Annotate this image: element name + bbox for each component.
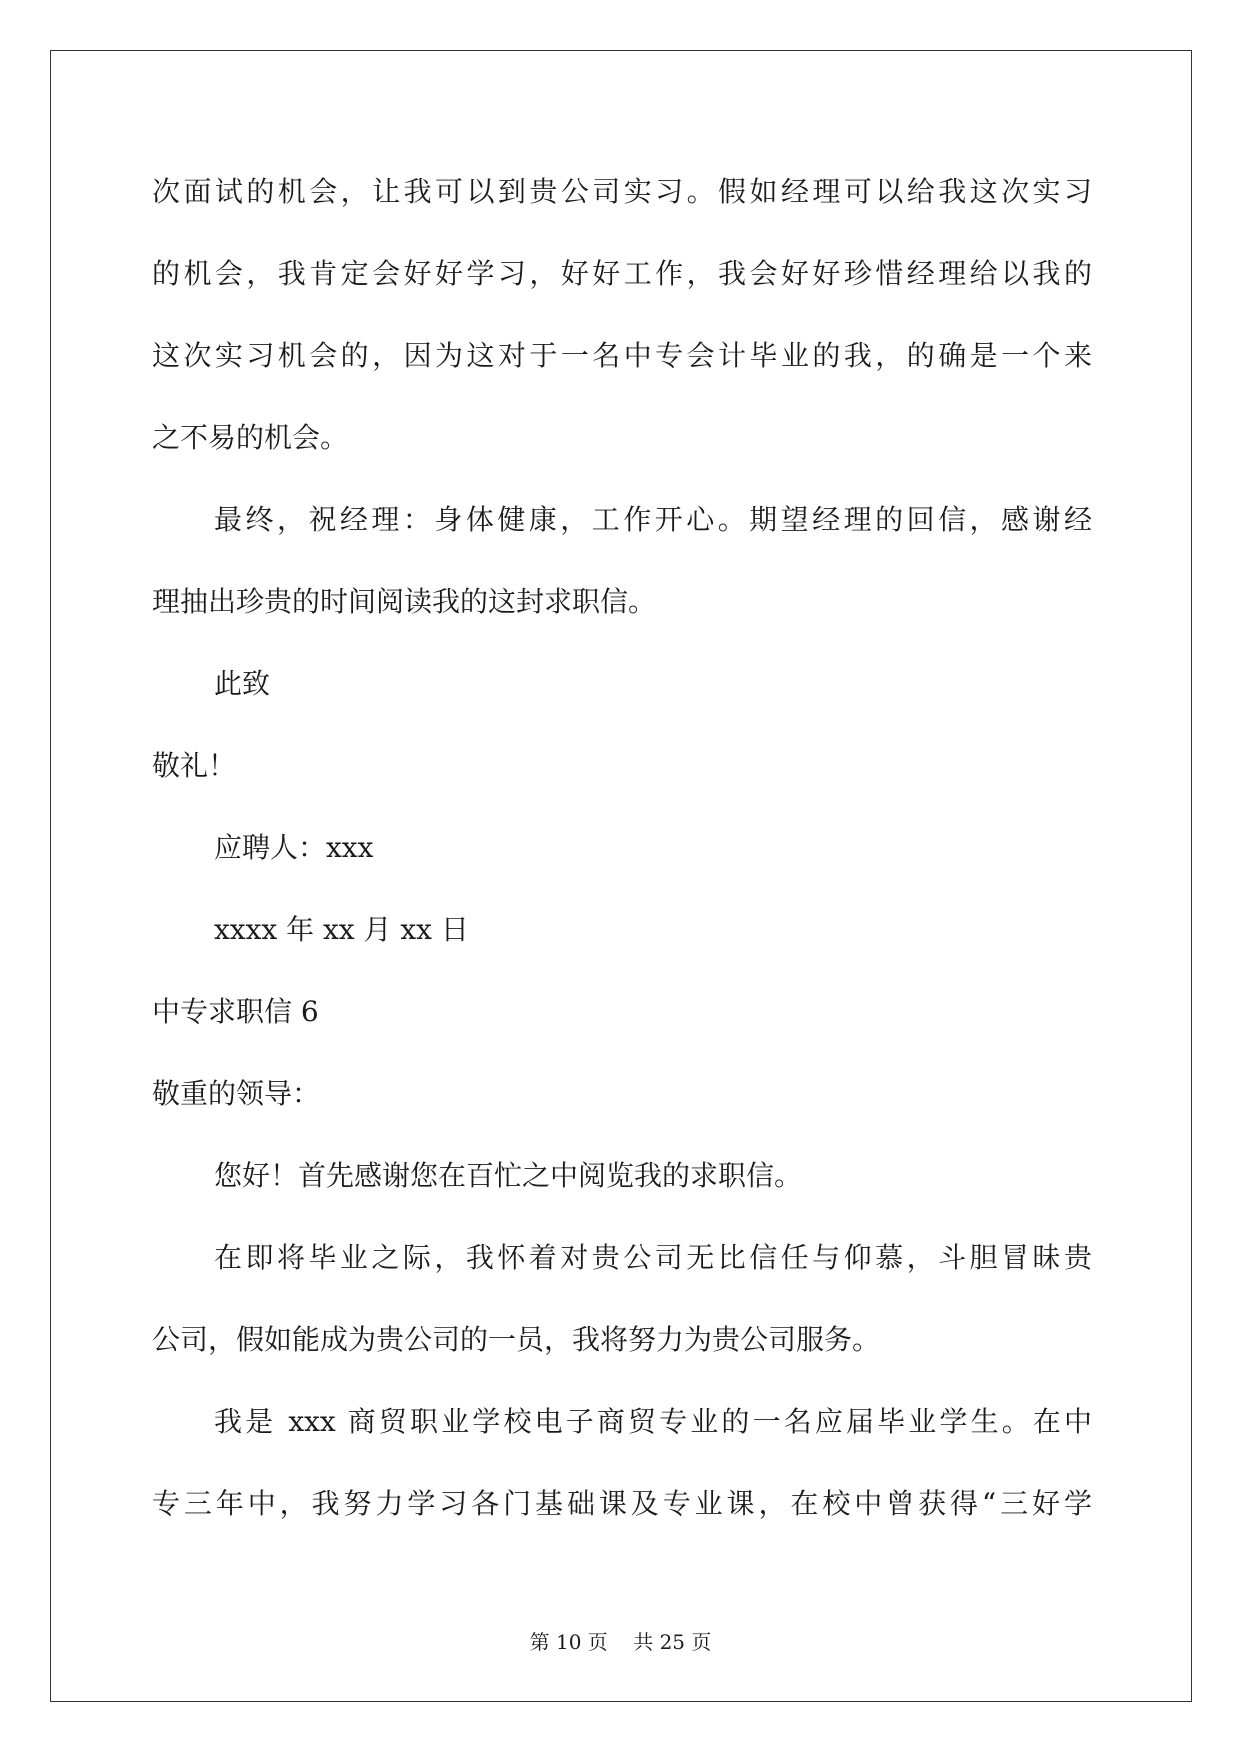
text-line: 的机会，我肯定会好好学习，好好工作，我会好好珍惜经理给以我的 xyxy=(152,257,1092,290)
text-line: 专三年中，我努力学习各门基础课及专业课，在校中曾获得“三好学 xyxy=(152,1487,1092,1520)
page-number: 第 10 页 xyxy=(529,1630,608,1654)
page-total: 共 25 页 xyxy=(633,1630,712,1654)
page-footer xyxy=(0,1626,1241,1655)
closing-salutation: 此致 xyxy=(214,667,271,700)
text-line: 这次实习机会的，因为这对于一名中专会计毕业的我，的确是一个来 xyxy=(152,339,1092,372)
section-heading: 中专求职信 6 xyxy=(152,995,319,1028)
letter-date: xxxx 年 xx 月 xx 日 xyxy=(214,913,469,946)
closing-regards: 敬礼！ xyxy=(152,749,237,782)
text-line: 最终，祝经理：身体健康，工作开心。期望经理的回信，感谢经 xyxy=(214,503,1092,536)
text-line: 公司，假如能成为贵公司的一员，我将努力为贵公司服务。 xyxy=(152,1323,881,1356)
text-line: 次面试的机会，让我可以到贵公司实习。假如经理可以给我这次实习 xyxy=(152,175,1092,208)
text-line: 在即将毕业之际，我怀着对贵公司无比信任与仰慕，斗胆冒昧贵 xyxy=(214,1241,1092,1274)
text-line: 我是 xxx 商贸职业学校电子商贸专业的一名应届毕业学生。在中 xyxy=(214,1405,1092,1438)
greeting: 敬重的领导： xyxy=(152,1077,321,1110)
text-line: 您好！首先感谢您在百忙之中阅览我的求职信。 xyxy=(214,1159,803,1192)
document-body xyxy=(152,160,1092,1554)
text-line: 之不易的机会。 xyxy=(152,421,349,454)
applicant-signature: 应聘人：xxx xyxy=(214,831,374,864)
text-line: 理抽出珍贵的时间阅读我的这封求职信。 xyxy=(152,585,657,618)
